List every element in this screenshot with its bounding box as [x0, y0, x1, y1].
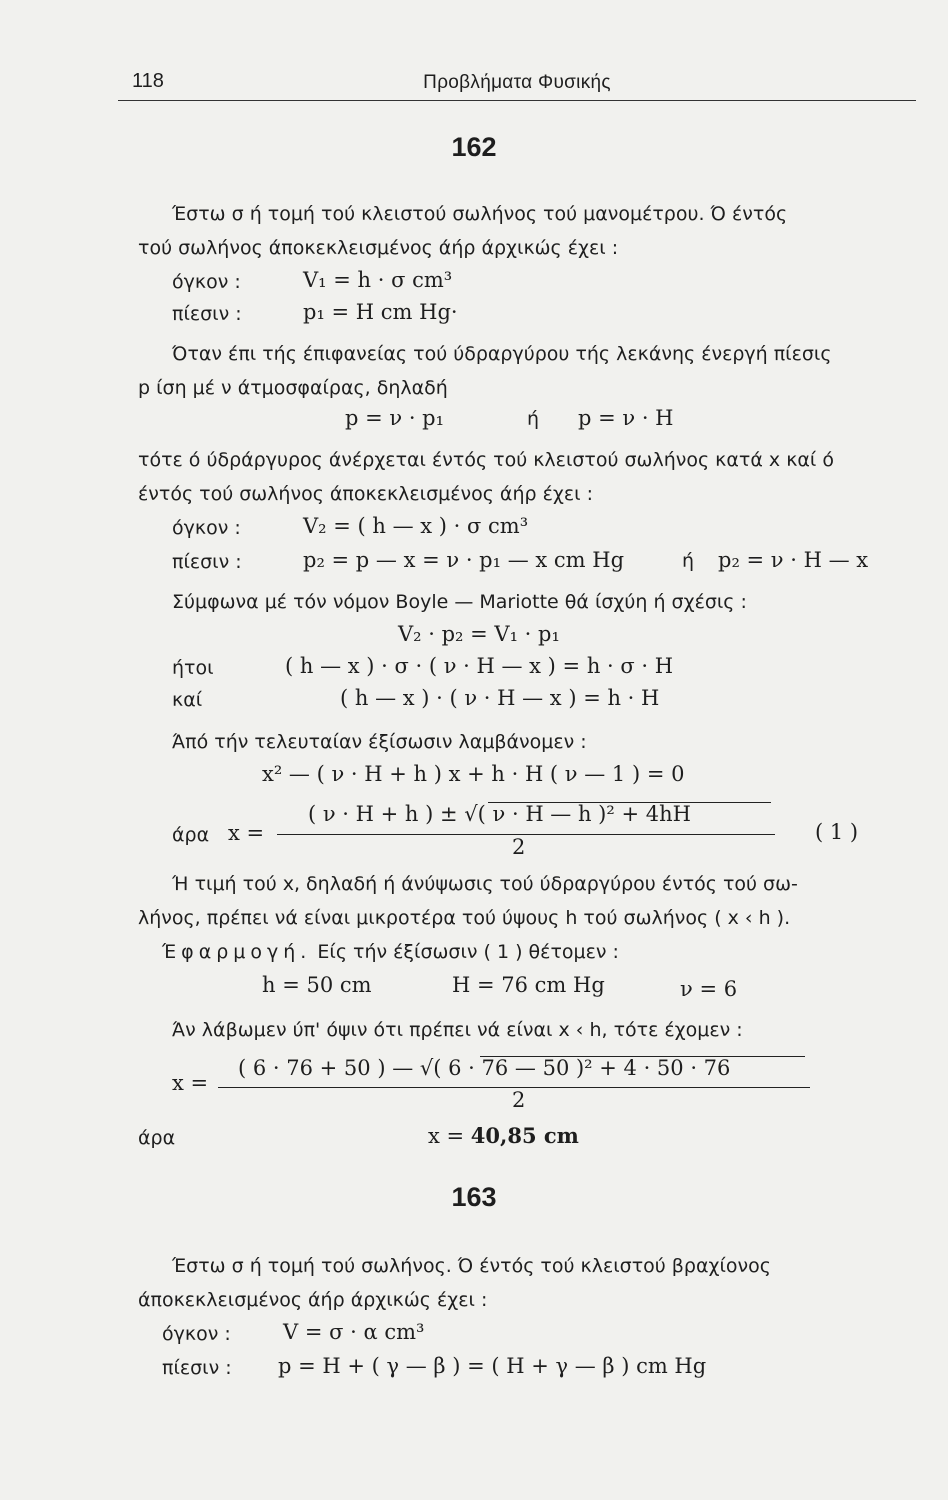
p162-volume-equation-2: V₂ = ( h — x ) · σ cm³ [303, 514, 529, 538]
p162-or-2: ή [682, 550, 695, 572]
p163-pressure-label: πίεσιν : [162, 1357, 232, 1379]
p162-numeric-lhs: x = [172, 1071, 209, 1095]
problem-162-number: 162 [451, 132, 497, 162]
p162-result [428, 1121, 579, 1151]
p162-formula-numerator [308, 799, 691, 829]
p163-pressure-equation: p = H + ( γ — β ) = ( H + γ — β ) cm Hg [278, 1354, 707, 1378]
p162-volume-label-2: όγκον : [172, 517, 241, 539]
p162-result-lhs: x = [428, 1124, 471, 1148]
p162-formula-denominator: 2 [512, 835, 526, 859]
p162-numeric-denominator: 2 [512, 1088, 526, 1112]
p162-kai-label: καί [172, 689, 203, 711]
p162-numeric-vinculum [480, 1056, 805, 1057]
p162-ara-label: άρα [172, 824, 210, 846]
p162-pressure-equation-2a: p₂ = p — x = ν · p₁ — x cm Hg [303, 548, 625, 572]
p162-result-value: 40,85 cm [470, 1123, 579, 1148]
p162-numeric-numerator [238, 1053, 730, 1083]
p162-intro-line-1: Έστω σ ή τομή τού κλειστού σωλήνος τού μανομέτρου. Ό έντός [172, 203, 788, 225]
p162-formula-reference: ( 1 ) [815, 820, 859, 844]
p163-volume-equation: V = σ · α cm³ [283, 1320, 425, 1344]
p162-given-h: h = 50 cm [262, 973, 372, 997]
p162-numeric-numerator-term: ( 6 · 76 + 50 ) — [238, 1056, 414, 1080]
p162-then-line-2: έντός τού σωλήνος άποκεκλεισμένος άήρ έχει : [138, 483, 593, 505]
p162-p-equation-right: p = ν · H [578, 406, 674, 430]
p162-application-word: Έφαρμογή. [162, 941, 312, 963]
p162-last-equation-text: Άπό τήν τελευταίαν έξίσωσιν λαμβάνομεν : [172, 731, 587, 753]
p162-hetoi-equation: ( h — x ) · σ · ( ν · H — x ) = h · σ · H [285, 654, 674, 678]
p162-boyle-equation: V₂ · p₂ = V₁ · p₁ [398, 622, 560, 646]
p162-pressure-equation-2b: p₂ = ν · H — x [718, 548, 869, 572]
p162-volume-label-1: όγκον : [172, 271, 241, 293]
p162-formula-fraction-bar [277, 834, 775, 835]
p162-pressure-label-2: πίεσιν : [172, 551, 242, 573]
p162-or-1: ή [527, 408, 540, 430]
p162-when-line-1: Όταν έπι τής έπιφανείας τού ύδραργύρου τής λεκάνης ένεργή πίεσις [172, 343, 832, 365]
p162-application-rest: Είς τήν έξίσωσιν ( 1 ) θέτομεν : [317, 941, 619, 963]
p162-application-line [162, 937, 619, 967]
problem-163-number: 163 [451, 1182, 497, 1212]
p162-consider-line: Άν λάβωμεν ύπ' όψιν ότι πρέπει νά είναι x ‹ h, τότε έχομεν : [172, 1019, 743, 1041]
p162-intro-line-2: τού σωλήνος άποκεκλεισμένος άήρ άρχικώς έχει : [138, 237, 619, 259]
running-header [118, 68, 916, 101]
p162-pressure-label-1: πίεσιν : [172, 303, 242, 325]
p162-volume-equation-1: V₁ = h · σ cm³ [303, 268, 453, 292]
p162-numeric-radicand: ( 6 · 76 — 50 )² + 4 · 50 · 76 [433, 1056, 731, 1080]
p163-volume-label: όγκον : [162, 1323, 231, 1345]
p162-boyle-line: Σύμφωνα μέ τόν νόμον Boyle — Mariotte θά ίσχύη ή σχέσις : [172, 591, 747, 613]
p162-then-line-1: τότε ό ύδράργυρος άνέρχεται έντός τού κλειστού σωλήνος κατά x καί ό [138, 449, 835, 471]
p162-quadratic-equation: x² — ( ν · H + h ) x + h · H ( ν — 1 ) = 0 [262, 762, 685, 786]
p163-intro-line-2: άποκεκλεισμένος άήρ άρχικώς έχει : [138, 1289, 488, 1311]
p162-formula-vinculum [488, 802, 771, 803]
p162-pressure-equation-1: p₁ = H cm Hg· [303, 300, 458, 324]
p162-value-line-1: Ή τιμή τού x, δηλαδή ή άνύψωσις τού ύδραργύρου έντός τού σω- [172, 873, 798, 895]
page-number: 118 [132, 70, 164, 92]
sqrt-icon: √ [457, 802, 478, 826]
p162-given-nu: ν = 6 [680, 977, 738, 1001]
p163-intro-line-1: Έστω σ ή τομή τού σωλήνος. Ό έντός τού κλειστού βραχίονος [172, 1255, 771, 1277]
p162-when-line-2: p ίση μέ ν άτμοσφαίρας, δηλαδή [138, 377, 448, 399]
p162-formula-numerator-term: ( ν · H + h ) ± [308, 802, 458, 826]
sqrt-icon: √ [413, 1056, 434, 1080]
p162-ara-label-2: άρα [138, 1127, 176, 1149]
p162-given-H: H = 76 cm Hg [452, 973, 605, 997]
p162-hetoi-label: ήτοι [172, 657, 214, 679]
p162-kai-equation: ( h — x ) · ( ν · H — x ) = h · H [340, 686, 660, 710]
p162-formula-lhs: x = [228, 821, 265, 845]
book-title: Προβλήματα Φυσικής [423, 72, 611, 93]
p162-p-equation-left: p = ν · p₁ [345, 406, 445, 430]
p162-value-line-2: λήνος, πρέπει νά είναι μικροτέρα τού ύψους h τού σωλήνος ( x ‹ h ). [138, 907, 791, 929]
p162-formula-radicand: ( ν · H — h )² + 4hH [477, 802, 691, 826]
